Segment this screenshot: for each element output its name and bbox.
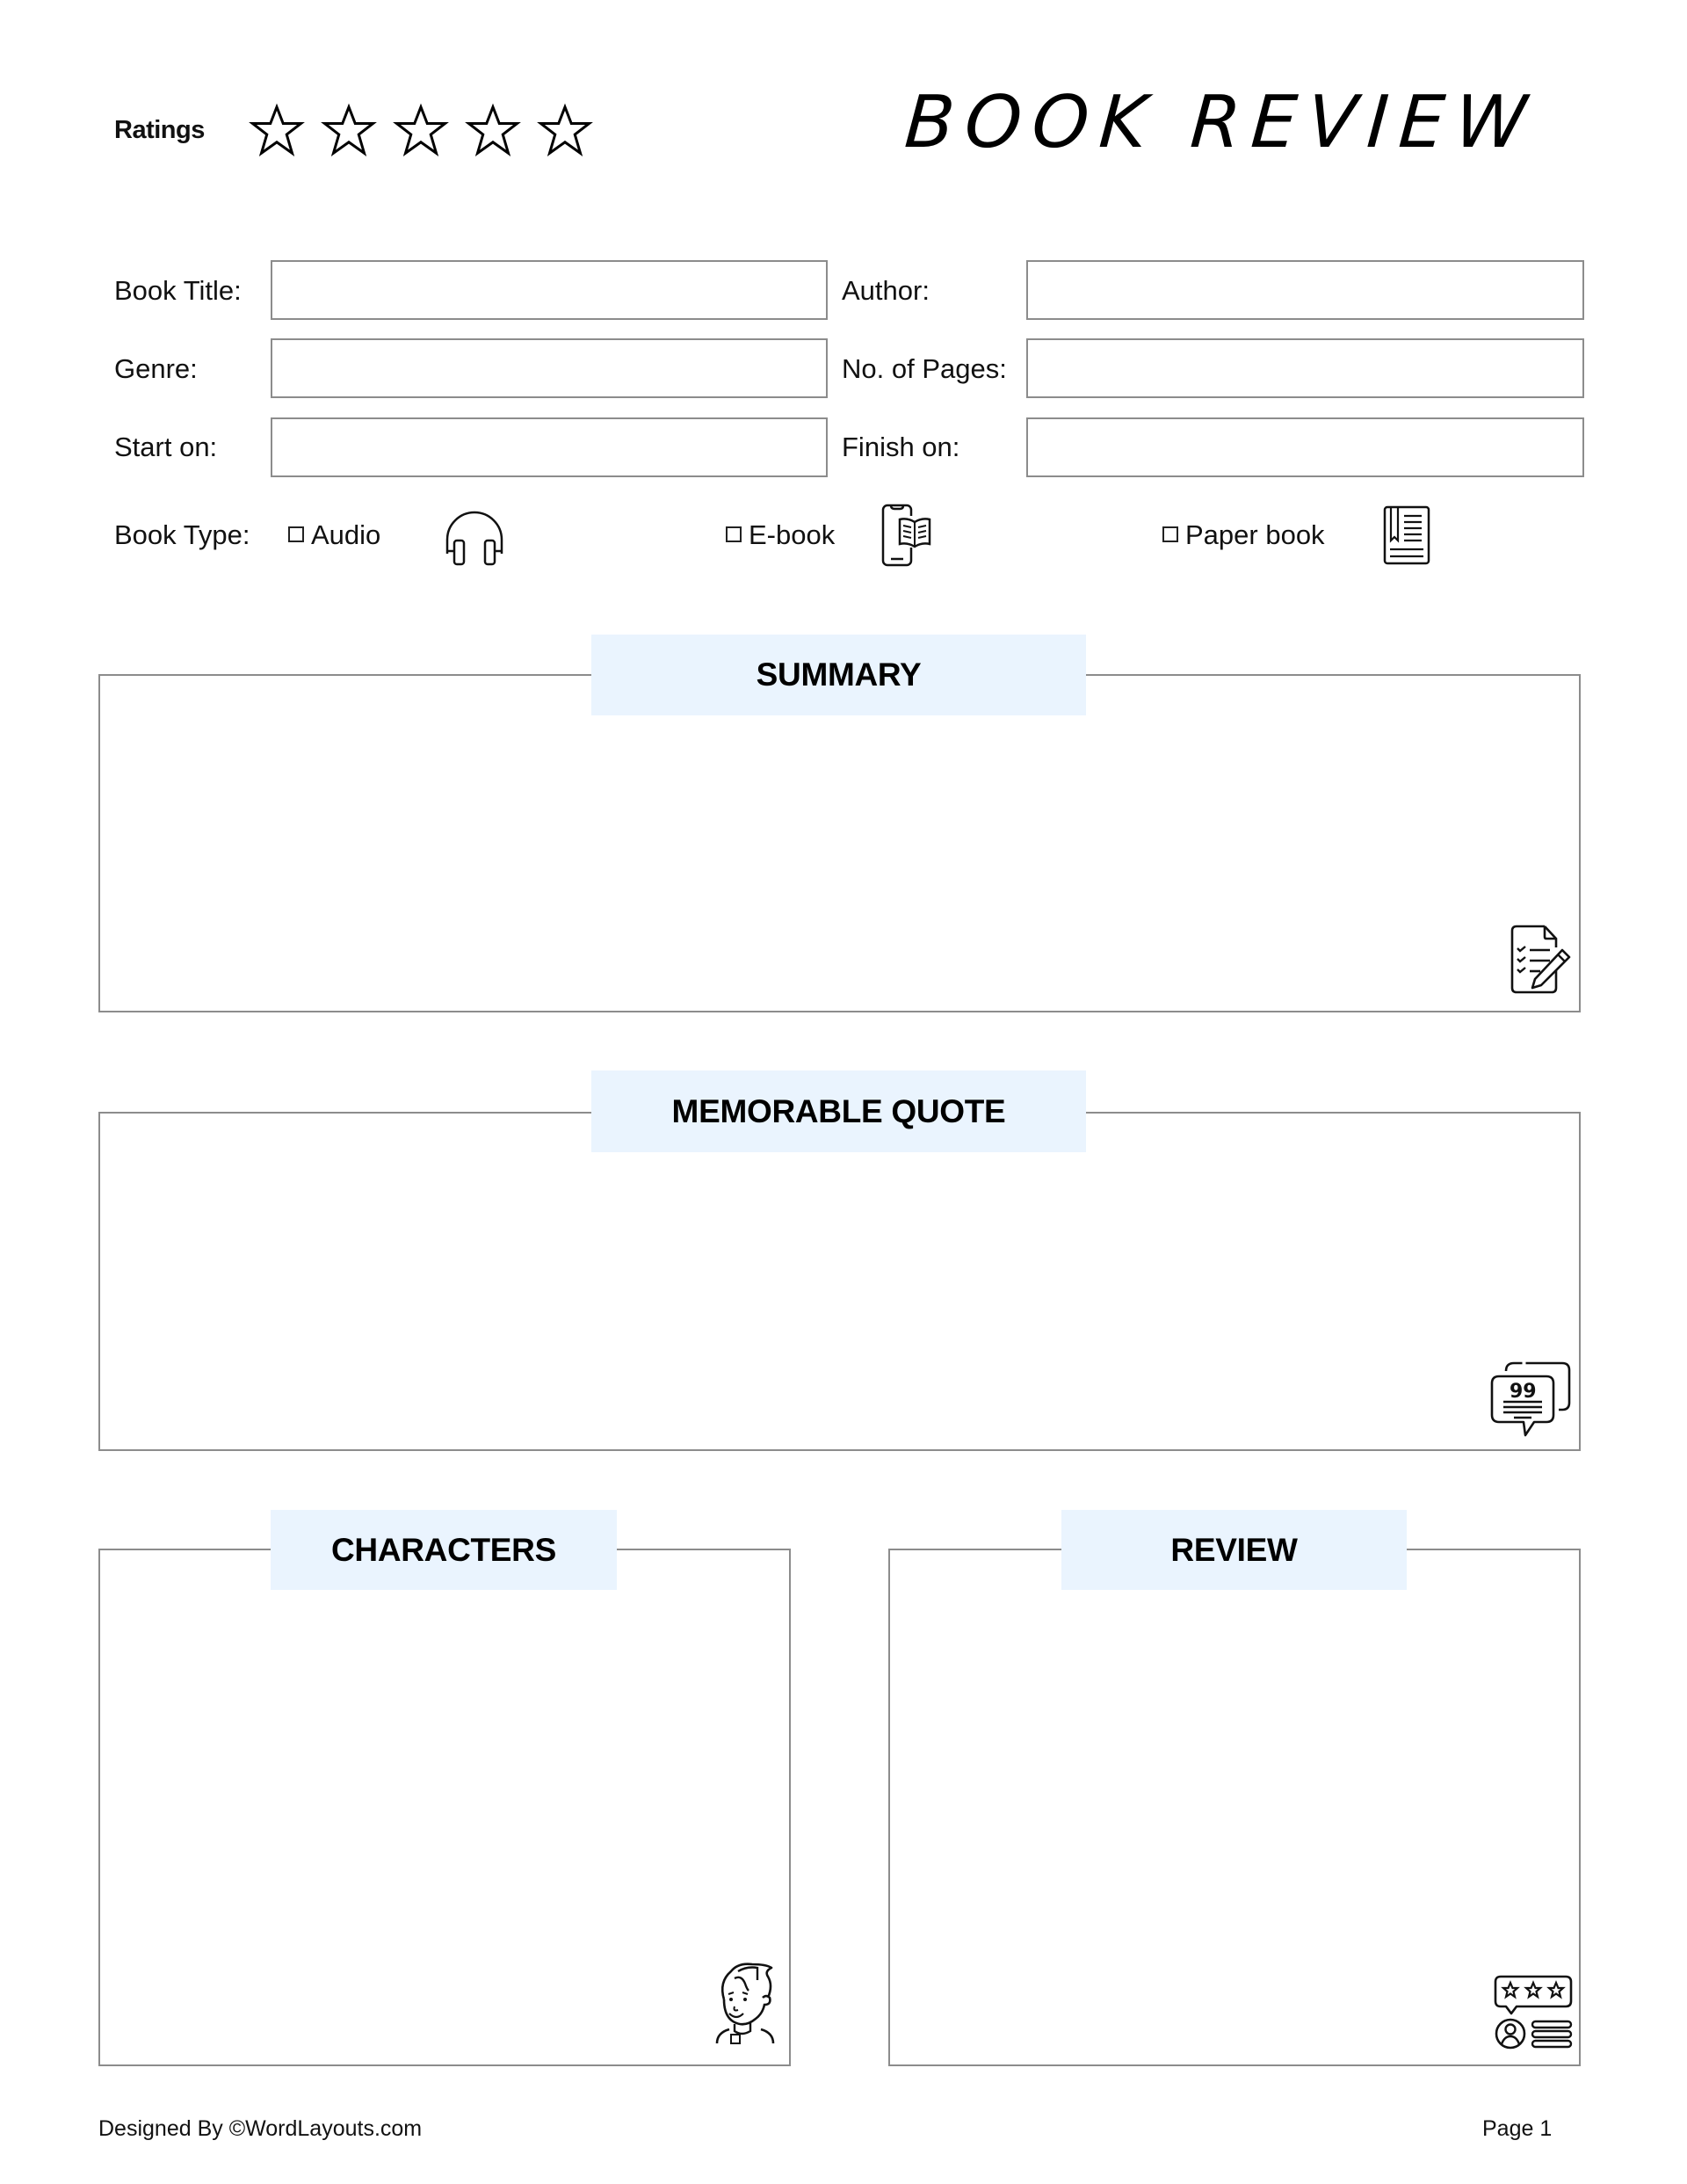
book-type-audio[interactable] [288,519,380,551]
genre-field[interactable] [271,338,828,398]
start-on-label: Start on: [114,432,218,462]
star-icon[interactable] [250,103,303,157]
paper-book-checkbox[interactable] [1162,526,1178,542]
star-icon[interactable] [395,103,447,157]
author-field[interactable] [1026,260,1584,320]
summary-header: SUMMARY [591,635,1086,715]
characters-box[interactable] [98,1549,791,2066]
star-icon[interactable] [322,103,375,157]
footer-credit: Designed By ©WordLayouts.com [98,2116,423,2141]
page-number: Page 1 [1482,2116,1553,2141]
star-rating[interactable] [250,103,591,157]
notes-pencil-icon [1510,925,1573,993]
page-title: BOOK REVIEW [901,81,1540,164]
genre-label: Genre: [114,353,198,384]
rating-review-icon [1494,1973,1573,2050]
review-header: REVIEW [1061,1510,1407,1590]
pages-field[interactable] [1026,338,1584,398]
ebook-label: E-book [749,519,836,550]
quote-header: MEMORABLE QUOTE [591,1070,1086,1152]
ebook-checkbox[interactable] [726,526,742,542]
finish-on-label: Finish on: [842,432,960,462]
star-icon[interactable] [539,103,591,157]
star-icon[interactable] [467,103,519,157]
headphones-icon [444,508,505,566]
book-type-paper[interactable] [1162,519,1325,551]
book-type-label: Book Type: [114,519,250,550]
svg-text:99: 99 [1510,1381,1537,1403]
finish-on-field[interactable] [1026,417,1584,477]
audio-label: Audio [311,519,381,550]
quote-bubbles-icon [1490,1360,1571,1438]
author-label: Author: [842,275,930,306]
book-title-field[interactable] [271,260,828,320]
summary-box[interactable] [98,674,1581,1012]
start-on-field[interactable] [271,417,828,477]
paper-book-label: Paper book [1185,519,1325,550]
characters-header: CHARACTERS [271,1510,617,1590]
review-box[interactable] [888,1549,1581,2066]
paper-book-icon [1383,505,1430,565]
pages-label: No. of Pages: [842,353,1007,384]
audio-checkbox[interactable] [288,526,304,542]
ratings-label: Ratings [114,116,205,144]
character-avatar-icon [712,1955,778,2043]
book-title-label: Book Title: [114,275,242,306]
book-type-ebook[interactable] [726,519,835,551]
ebook-icon [880,504,933,567]
quote-box[interactable] [98,1112,1581,1451]
